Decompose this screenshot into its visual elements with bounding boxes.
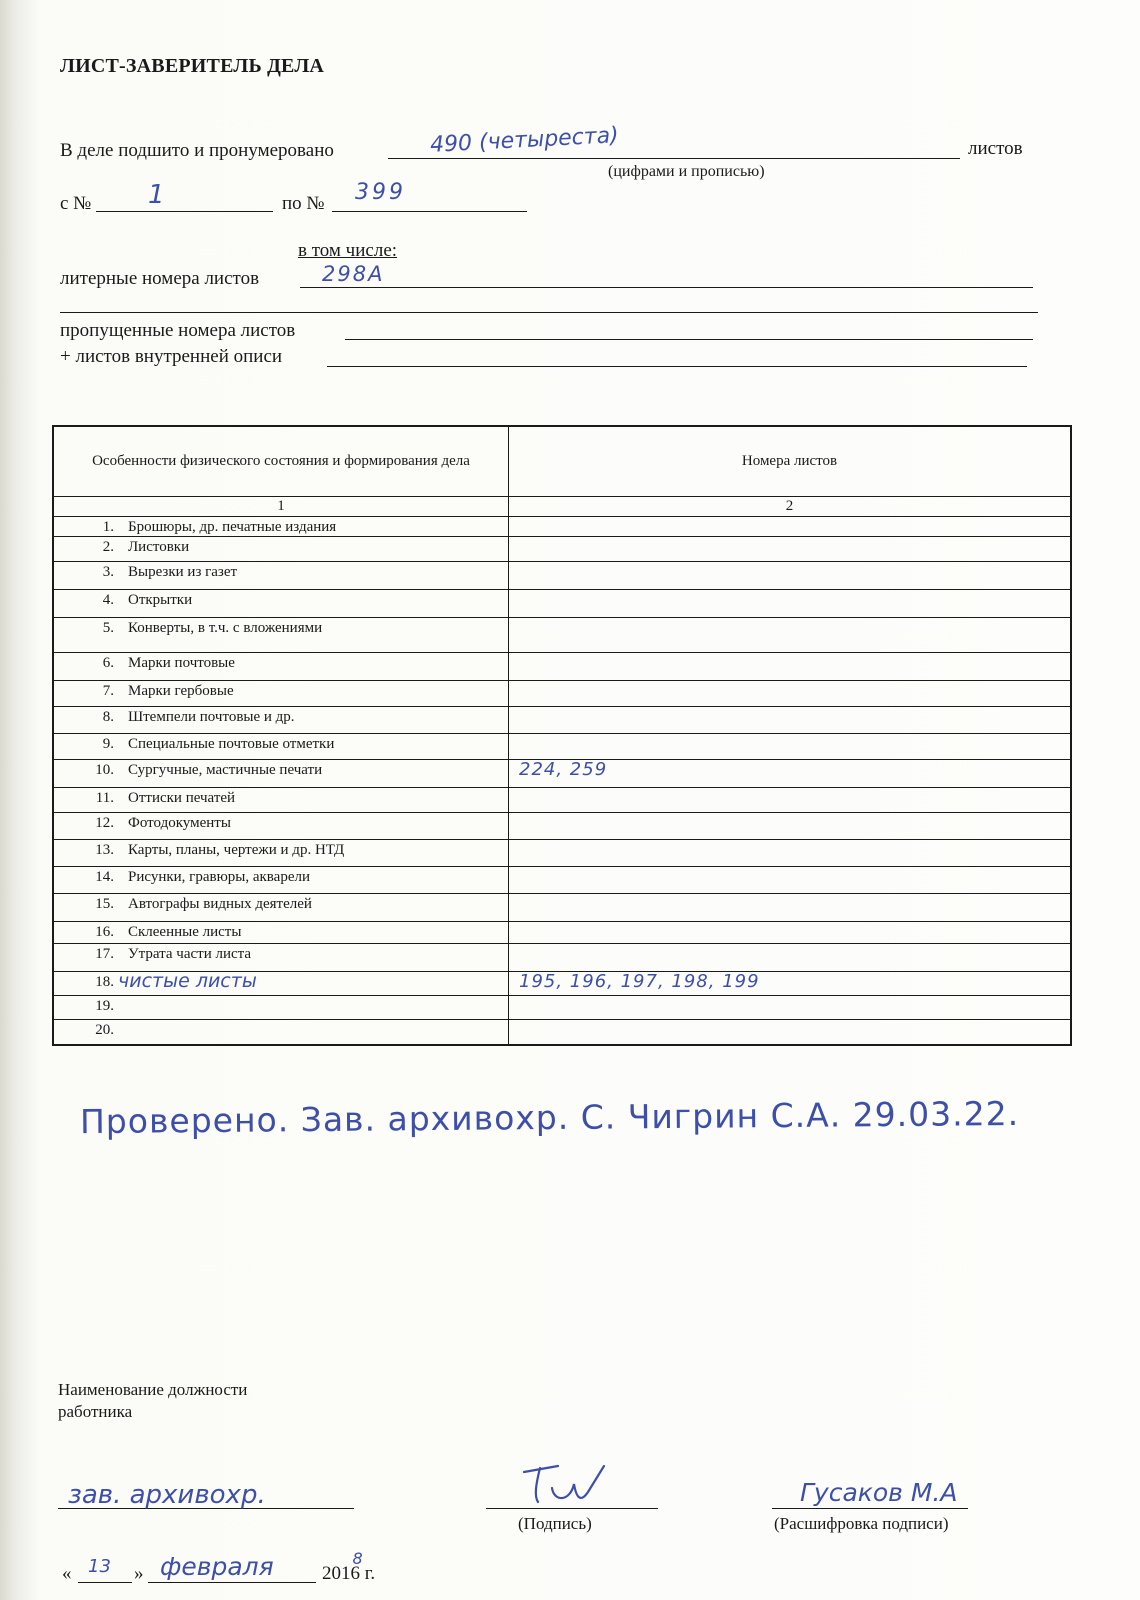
table-col1-header: Особенности физического состояния и формирования дела <box>54 427 509 496</box>
table-cell-feature <box>54 537 509 561</box>
table-cell-feature <box>54 653 509 680</box>
including-heading: в том числе: <box>298 240 398 261</box>
date-month-underline <box>148 1582 316 1583</box>
date-suffix: г. <box>364 1563 376 1584</box>
table-row <box>54 972 1070 996</box>
document-title: ЛИСТ-ЗАВЕРИТЕЛЬ ДЕЛА <box>60 55 325 77</box>
row-number: 9. <box>102 736 114 752</box>
table-row <box>54 734 1070 760</box>
range-from-label: с № <box>60 193 92 214</box>
verification-note: Проверено. Зав. архивохр. С. Чигрин С.А. 29.03.22. <box>79 1093 1020 1142</box>
table-cell-sheet-numbers <box>509 681 1070 706</box>
row-feature-label: Склеенные листы <box>128 924 242 940</box>
table-cell-feature <box>54 922 509 943</box>
table-cell-feature <box>54 517 509 536</box>
count-handwritten-value: 490 (четыреста) <box>429 123 620 158</box>
row-number: 7. <box>102 683 114 699</box>
signature-decoding-label: (Расшифровка подписи) <box>774 1514 949 1533</box>
table-cell-sheet-numbers <box>509 1020 1070 1044</box>
row-number: 12. <box>95 815 114 831</box>
date-year-printed-digit: 6 <box>350 1563 360 1584</box>
row-number: 8. <box>102 709 114 725</box>
table-cell-feature <box>54 590 509 617</box>
table-body <box>54 517 1070 1044</box>
table-cell-feature <box>54 760 509 787</box>
row-feature-label: чистые листы <box>118 970 257 992</box>
date-day-underline <box>78 1582 132 1583</box>
row-number: 6. <box>102 655 114 671</box>
table-cell-feature <box>54 972 509 995</box>
signature-label: (Подпись) <box>518 1514 592 1533</box>
table-cell-sheet-numbers <box>509 653 1070 680</box>
row-number: 17. <box>95 946 114 962</box>
table-cell-sheet-numbers <box>509 707 1070 733</box>
row-feature-label: Открытки <box>128 592 193 608</box>
table-cell-feature <box>54 840 509 866</box>
position-value: зав. архивохр. <box>68 1480 266 1510</box>
row-feature-label: Рисунки, гравюры, акварели <box>128 869 311 885</box>
table-cell-feature <box>54 734 509 759</box>
table-row <box>54 537 1070 562</box>
range-to-underline <box>332 211 527 212</box>
table-row <box>54 894 1070 922</box>
table-row <box>54 944 1070 972</box>
count-suffix: листов <box>968 138 1023 159</box>
table-row <box>54 681 1070 707</box>
table-row <box>54 618 1070 653</box>
date-year-prefix: 201 <box>322 1563 351 1584</box>
row-feature-label: Карты, планы, чертежи и др. НТД <box>128 842 345 858</box>
date-day-value: 13 <box>88 1556 111 1577</box>
table-cell-sheet-numbers <box>509 840 1070 866</box>
table-row <box>54 788 1070 813</box>
date-close-quote: » <box>134 1563 144 1584</box>
missing-numbers-underline <box>345 339 1033 340</box>
table-cell-feature <box>54 894 509 921</box>
date-open-quote: « <box>62 1563 72 1584</box>
range-from-underline <box>96 211 273 212</box>
table-col2-header: Номера листов <box>741 453 838 469</box>
table-row <box>54 707 1070 734</box>
row-feature-label: Листовки <box>128 539 190 555</box>
table-cell-feature <box>54 1020 509 1044</box>
table-cell-feature <box>54 562 509 589</box>
row-feature-label: Автографы видных деятелей <box>128 896 312 912</box>
table-cell-feature <box>54 618 509 652</box>
table-cell-sheet-numbers <box>509 996 1070 1019</box>
table-cell-sheet-numbers <box>509 813 1070 839</box>
row-feature-label: Утрата части листа <box>128 946 252 962</box>
table-row <box>54 922 1070 944</box>
table-row <box>54 562 1070 590</box>
range-from-value: 1 <box>148 180 165 210</box>
row-number: 13. <box>95 842 114 858</box>
table-number-row <box>54 497 1070 517</box>
position-label-line2: работника <box>58 1402 133 1421</box>
table-row <box>54 840 1070 867</box>
letter-numbers-label: литерные номера листов <box>60 268 260 289</box>
row-feature-label: Фотодокументы <box>128 815 231 831</box>
signature-decoding-value: Гусаков М.А <box>800 1478 958 1507</box>
table-cell-feature <box>54 867 509 893</box>
date-year-handwritten-digit: 8 <box>352 1549 363 1568</box>
inner-inventory-label: + листов внутренней описи <box>60 346 283 367</box>
letter-numbers-extra-line <box>60 312 1038 313</box>
row-feature-label: Оттиски печатей <box>128 790 236 806</box>
table-cell-sheet-numbers <box>509 618 1070 652</box>
table-cell-feature <box>54 813 509 839</box>
physical-state-table <box>52 425 1072 1046</box>
table-cell-sheet-numbers <box>509 760 1070 787</box>
range-to-value: 399 <box>355 180 406 205</box>
row-number: 14. <box>95 869 114 885</box>
row-sheet-numbers-value: 195, 196, 197, 198, 199 <box>519 971 760 992</box>
table-cell-sheet-numbers <box>509 894 1070 921</box>
table-cell-sheet-numbers <box>509 517 1070 536</box>
row-number: 16. <box>95 924 114 940</box>
row-feature-label: Брошюры, др. печатные издания <box>128 519 337 535</box>
range-to-label: по № <box>282 193 325 214</box>
table-cell-sheet-numbers <box>509 867 1070 893</box>
row-number: 2. <box>102 539 114 555</box>
table-cell-feature <box>54 944 509 971</box>
table-cell-feature <box>54 996 509 1019</box>
table-header-row <box>54 427 1070 497</box>
table-cell-sheet-numbers <box>509 944 1070 971</box>
row-number: 10. <box>95 762 114 778</box>
table-cell-feature <box>54 788 509 812</box>
inner-inventory-underline <box>327 366 1027 367</box>
signature-decoding-underline <box>772 1508 968 1509</box>
row-feature-label: Конверты, в т.ч. с вложениями <box>128 620 323 636</box>
table-row <box>54 590 1070 618</box>
table-row <box>54 653 1070 681</box>
row-feature-label: Специальные почтовые отметки <box>128 736 335 752</box>
date-year <box>322 1549 376 1585</box>
row-number: 15. <box>95 896 114 912</box>
row-feature-label: Марки почтовые <box>128 655 235 671</box>
table-cell-feature <box>54 707 509 733</box>
table-col1-number: 1 <box>54 497 509 516</box>
row-number: 1. <box>102 519 114 535</box>
row-number: 3. <box>102 564 114 580</box>
table-cell-feature <box>54 681 509 706</box>
table-row <box>54 1020 1070 1044</box>
row-number: 20. <box>95 1022 114 1038</box>
row-number: 19. <box>95 998 114 1014</box>
row-feature-label: Сургучные, мастичные печати <box>128 762 323 778</box>
count-hint: (цифрами и прописью) <box>608 163 765 180</box>
row-feature-label: Марки гербовые <box>128 683 234 699</box>
row-sheet-numbers-value: 224, 259 <box>519 759 608 780</box>
table-row <box>54 813 1070 840</box>
table-cell-sheet-numbers <box>509 537 1070 561</box>
table-row <box>54 760 1070 788</box>
row-number: 4. <box>102 592 114 608</box>
letter-numbers-value: 298А <box>322 262 385 286</box>
table-cell-sheet-numbers <box>509 972 1070 995</box>
position-label-line1: Наименование должности <box>58 1380 248 1399</box>
table-cell-sheet-numbers <box>509 562 1070 589</box>
table-row <box>54 867 1070 894</box>
row-number: 11. <box>95 790 114 806</box>
date-month-value: февраля <box>160 1552 274 1581</box>
table-cell-sheet-numbers <box>509 734 1070 759</box>
table-cell-sheet-numbers <box>509 788 1070 812</box>
table-cell-sheet-numbers <box>509 590 1070 617</box>
table-cell-sheet-numbers <box>509 922 1070 943</box>
table-row <box>54 996 1070 1020</box>
row-number: 5. <box>102 620 114 636</box>
row-number: 18. <box>95 974 114 990</box>
count-underline <box>388 158 960 159</box>
row-feature-label: Вырезки из газет <box>128 564 238 580</box>
count-label: В деле подшито и пронумеровано <box>60 140 334 161</box>
signature-mark <box>518 1462 608 1510</box>
table-row <box>54 517 1070 537</box>
missing-numbers-label: пропущенные номера листов <box>60 320 296 341</box>
table-col2-number: 2 <box>785 498 794 514</box>
row-feature-label: Штемпели почтовые и др. <box>128 709 295 725</box>
letter-numbers-underline <box>300 287 1033 288</box>
